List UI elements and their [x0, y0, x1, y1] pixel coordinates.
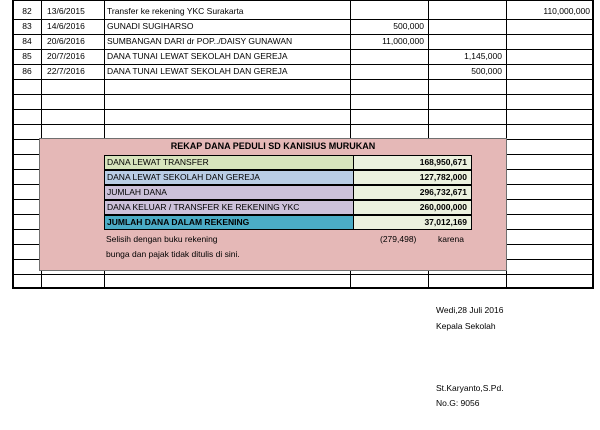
- row-desc: DANA TUNAI LEWAT SEKOLAH DAN GEREJA: [107, 51, 288, 61]
- signature-role: Kepala Sekolah: [436, 321, 496, 331]
- rekap-value: 127,782,000: [354, 170, 472, 185]
- rekap-title: REKAP DANA PEDULI SD KANISIUS MURUKAN: [170, 141, 376, 151]
- row-line: [12, 94, 594, 95]
- rekap-row-sekolah-gereja: [104, 170, 472, 185]
- row-credit: 1,145,000: [464, 51, 502, 61]
- row-desc: SUMBANGAN DARI dr POP../DAISY GUNAWAN: [107, 36, 293, 46]
- row-no: 84: [22, 36, 32, 46]
- row-line: [12, 64, 594, 65]
- rekap-value: 260,000,000: [354, 200, 472, 215]
- rekap-value: 168,950,671: [354, 155, 472, 170]
- row-no: 86: [22, 66, 32, 76]
- row-no: 85: [22, 51, 32, 61]
- row-line: [12, 49, 594, 50]
- row-line: [12, 79, 594, 80]
- rekap-row-dana-keluar: [104, 200, 472, 215]
- row-desc: GUNADI SUGIHARSO: [107, 21, 194, 31]
- row-line: [12, 0, 594, 1]
- rekap-label: DANA LEWAT TRANSFER: [104, 155, 354, 170]
- note-amount: (279,498): [380, 234, 417, 244]
- rekap-row-transfer: [104, 155, 472, 170]
- row-desc: Transfer ke rekening YKC Surakarta: [107, 6, 244, 16]
- row-no: 83: [22, 21, 32, 31]
- rekap-value: 37,012,169: [354, 215, 472, 230]
- row-date: 20/7/2016: [47, 51, 85, 61]
- signature-place-date: Wedi,28 Juli 2016: [436, 305, 504, 315]
- row-date: 20/6/2016: [47, 36, 85, 46]
- row-transfer: 110,000,000: [543, 6, 590, 16]
- rekap-row-dana-rekening: [104, 215, 472, 230]
- note-karena: karena: [438, 234, 464, 244]
- rekap-row-jumlah-dana: [104, 185, 472, 200]
- note-selisih: Selisih dengan buku rekening: [106, 234, 218, 244]
- row-desc: DANA TUNAI LEWAT SEKOLAH DAN GEREJA: [107, 66, 288, 76]
- rekap-summary-box: [39, 138, 507, 271]
- note-bunga-pajak: bunga dan pajak tidak ditulis di sini.: [106, 249, 240, 259]
- row-line: [12, 109, 594, 110]
- rekap-label: JUMLAH DANA DALAM REKENING: [104, 215, 354, 230]
- rekap-label: JUMLAH DANA: [104, 185, 354, 200]
- row-line: [12, 124, 594, 125]
- rekap-label: DANA KELUAR / TRANSFER KE REKENING YKC: [104, 200, 354, 215]
- row-date: 14/6/2016: [47, 21, 85, 31]
- row-line: [12, 34, 594, 35]
- row-no: 82: [22, 6, 32, 16]
- rekap-value: 296,732,671: [354, 185, 472, 200]
- signature-nip: No.G: 9056: [436, 398, 480, 408]
- row-debit: 11,000,000: [382, 36, 424, 46]
- row-debit: 500,000: [393, 21, 424, 31]
- row-date: 13/6/2015: [47, 6, 85, 16]
- row-date: 22/7/2016: [47, 66, 85, 76]
- row-line: [12, 274, 594, 275]
- row-credit: 500,000: [471, 66, 502, 76]
- rekap-label: DANA LEWAT SEKOLAH DAN GEREJA: [104, 170, 354, 185]
- row-line: [12, 19, 594, 20]
- signature-name: St.Karyanto,S.Pd.: [436, 383, 504, 393]
